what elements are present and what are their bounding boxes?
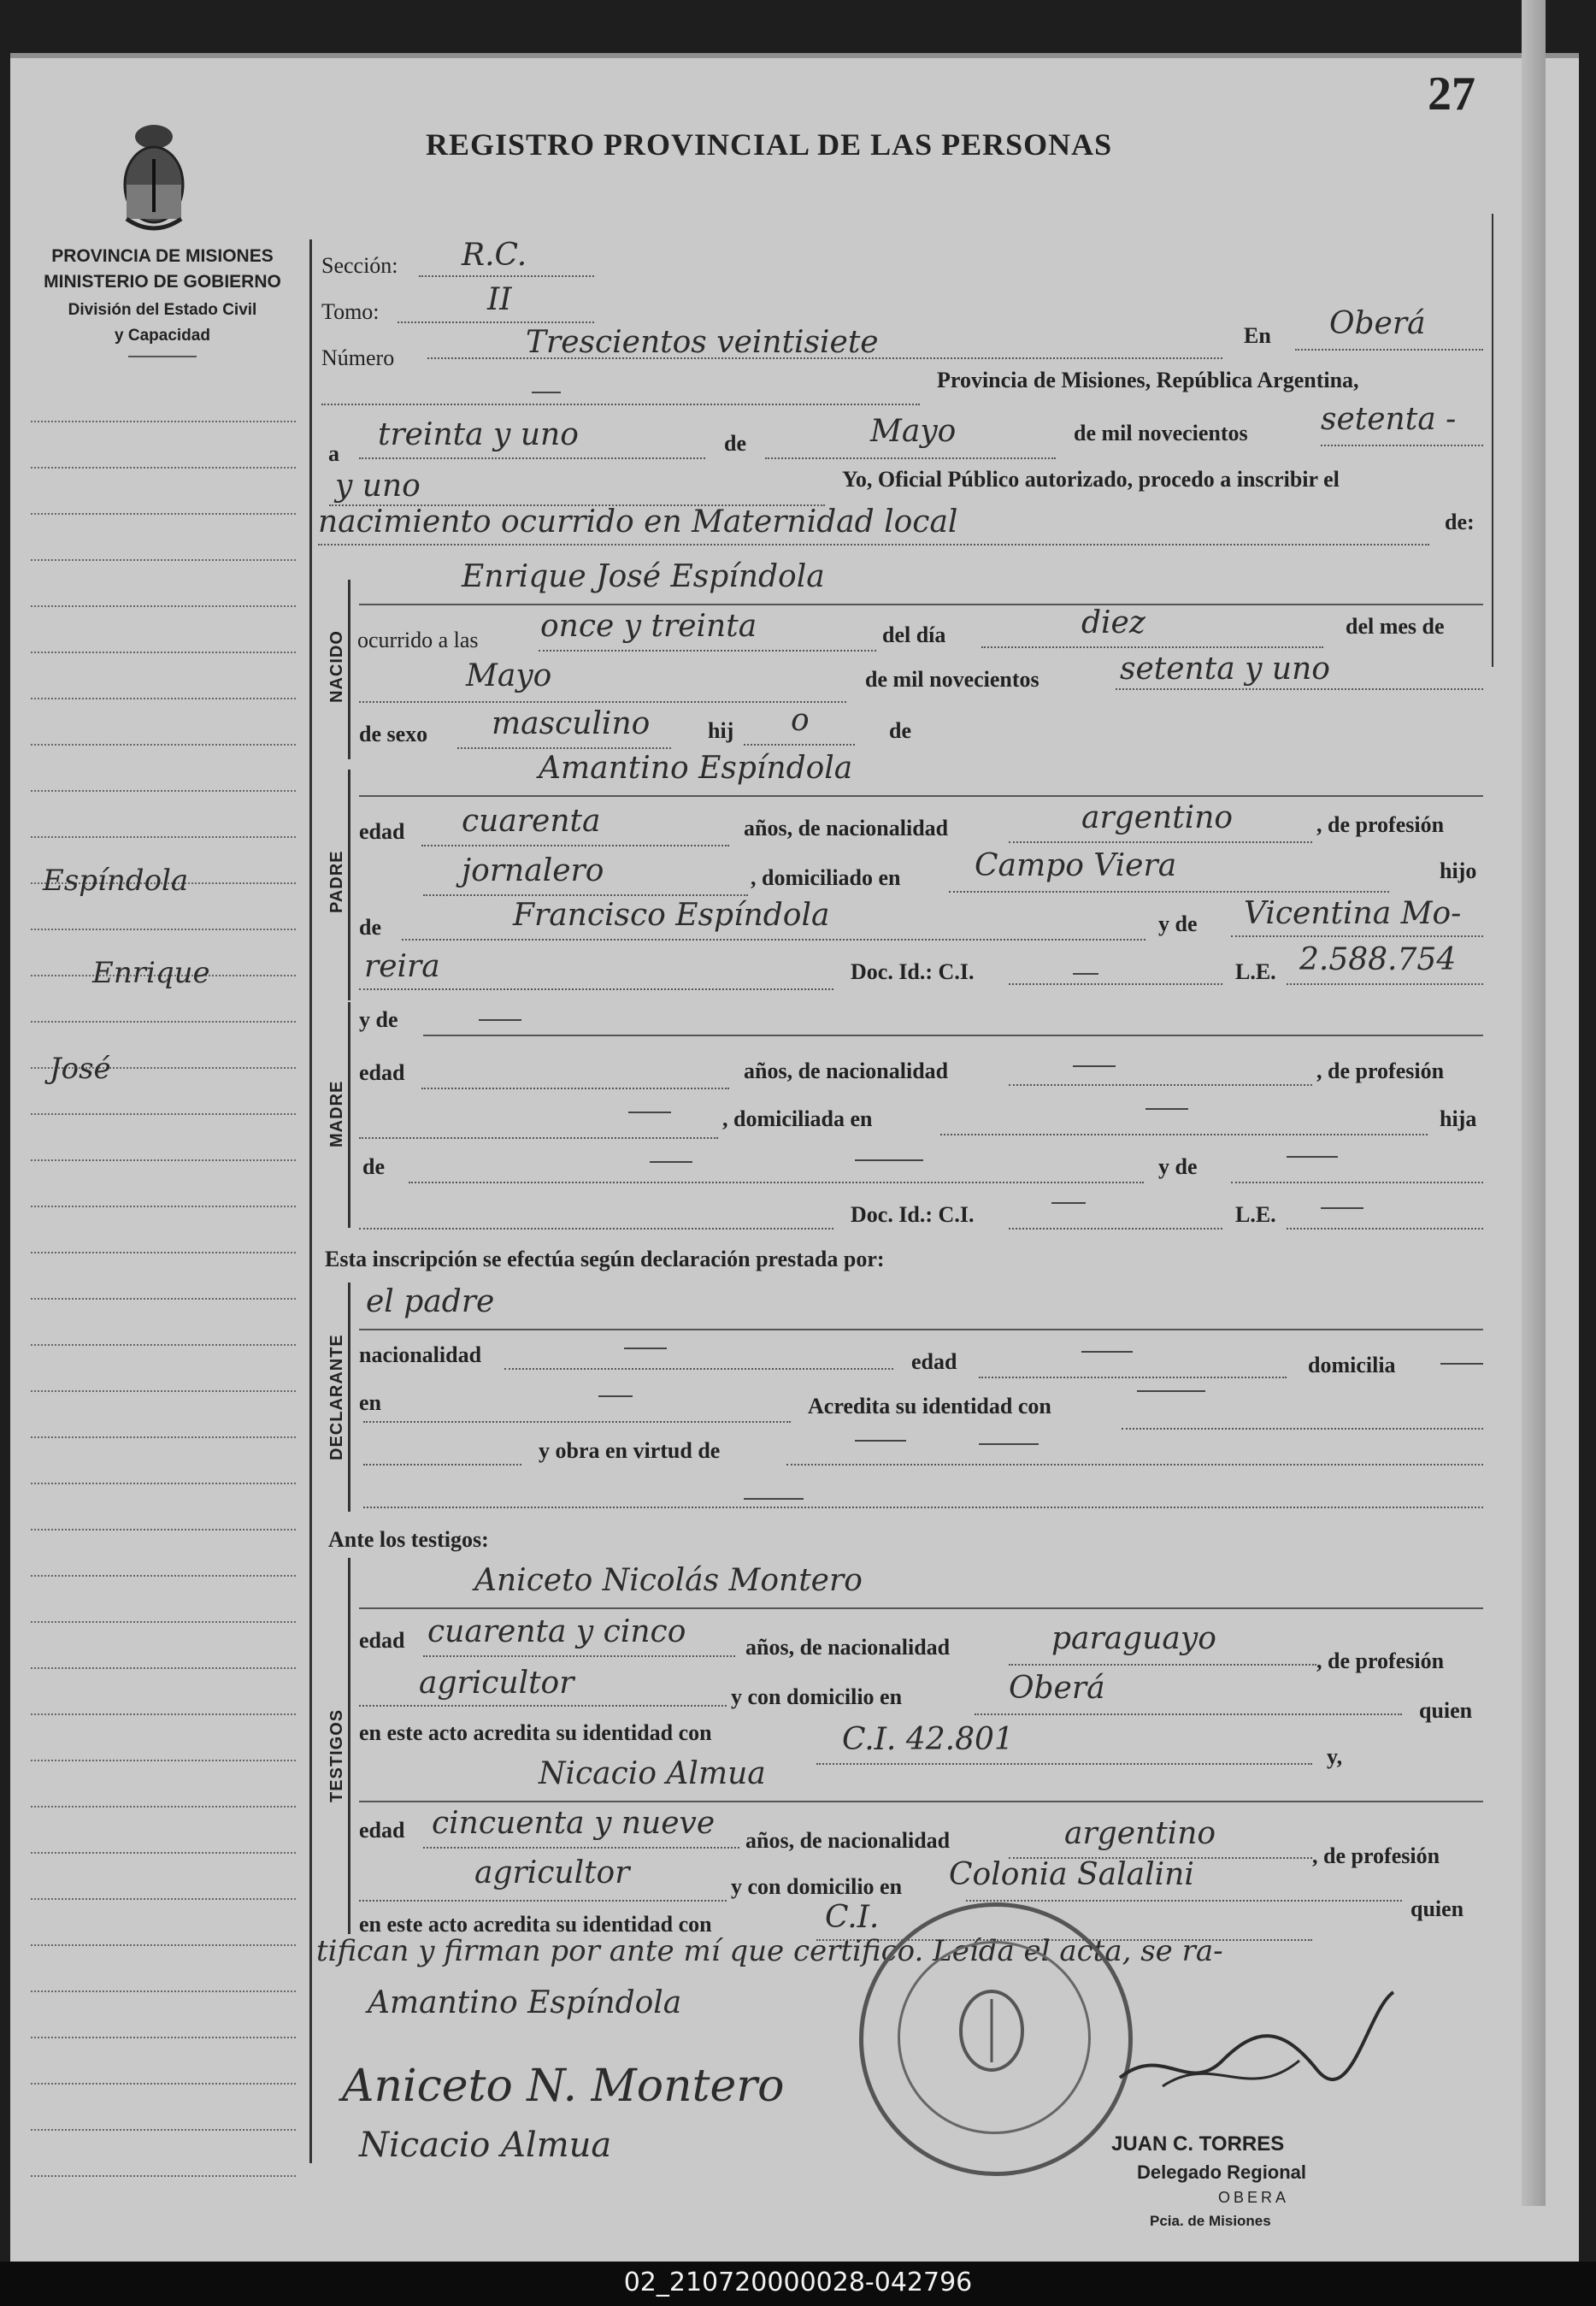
margin-line	[31, 652, 296, 653]
form-title: REGISTRO PROVINCIAL DE LAS PERSONAS	[426, 127, 1113, 162]
t2-edad-line	[423, 1847, 739, 1849]
official-name: JUAN C. TORRES	[1111, 2132, 1285, 2156]
margin-line	[31, 513, 296, 515]
a-label: a	[328, 441, 339, 466]
signature-witness-1: Aniceto N. Montero	[342, 2061, 785, 2112]
abuela-value-2: reira	[364, 949, 440, 984]
abuelo-de-label: de	[359, 915, 381, 940]
margin-line	[31, 1944, 296, 1946]
footer-document-id: 02_210720000028-042796	[623, 2268, 973, 2297]
signature-witness-2: Nicacio Almua	[359, 2126, 612, 2165]
madre-ci-dash	[1051, 1202, 1086, 1204]
declarante-obra-line-left	[363, 1464, 521, 1466]
padre-nac-label: años, de nacionalidad	[744, 816, 949, 840]
margin-line	[31, 1344, 296, 1346]
declarante-nac-line	[504, 1368, 893, 1370]
margin-line	[31, 2129, 296, 2131]
t2-edad-label: edad	[359, 1818, 405, 1843]
padre-bracket	[348, 770, 350, 1000]
page-edge-shadow	[1522, 0, 1546, 2206]
main-left-border	[309, 239, 312, 2163]
t1-acto-label: en este acto acredita su identidad con	[359, 1720, 712, 1745]
declarante-bottom-dash	[744, 1498, 804, 1500]
declarante-obra-line	[786, 1464, 1483, 1466]
page-number: 27	[1428, 68, 1475, 121]
declarante-edad-dash	[1081, 1351, 1133, 1353]
testigo2-rule	[359, 1801, 1483, 1802]
madre-prof-line	[359, 1137, 718, 1139]
lugar-value: Oberá	[1329, 306, 1426, 341]
margin-line	[31, 467, 296, 469]
t2-dom-value: Colonia Salalini	[949, 1857, 1194, 1892]
margin-line	[31, 698, 296, 699]
en-label: En	[1244, 323, 1271, 348]
mes-nac-value: Mayo	[466, 658, 552, 693]
t1-edad-label: edad	[359, 1628, 405, 1653]
nacido-top-rule	[359, 604, 1483, 605]
seccion-value: R.C.	[462, 238, 527, 273]
madre-y-de-label: y de	[359, 1007, 398, 1032]
side-label-padre: PADRE	[327, 850, 346, 913]
testigos-intro: Ante los testigos:	[328, 1527, 489, 1552]
margin-line	[31, 1252, 296, 1253]
declarante-nac-label: nacionalidad	[359, 1342, 482, 1367]
madre-hija-label: hija	[1440, 1106, 1477, 1131]
t1-prof-label: , de profesión	[1316, 1648, 1445, 1673]
madre-le-line	[1287, 1228, 1483, 1230]
provincia-line	[321, 404, 920, 405]
margin-line	[31, 836, 296, 838]
padre-prof-line	[423, 894, 748, 896]
madre-ci-line	[1009, 1228, 1222, 1230]
anio-line	[1321, 445, 1483, 446]
margin-line	[31, 1575, 296, 1577]
testigos-bracket	[348, 1558, 350, 1934]
official-province: Pcia. de Misiones	[1150, 2213, 1271, 2229]
padre-le-value: 2.588.754	[1299, 942, 1457, 977]
t1-quien-label: quien	[1419, 1698, 1473, 1723]
declarante-domicilia-dash	[1440, 1363, 1483, 1365]
sexo-value: masculino	[492, 706, 651, 741]
margin-line	[31, 1390, 296, 1392]
padre-dom-label: , domiciliado en	[751, 865, 901, 890]
declarante-top-rule	[359, 1329, 1483, 1330]
inscripcion-line	[318, 544, 1429, 546]
oficial-text: Yo, Oficial Público autorizado, procedo a inscribir el	[842, 467, 1340, 492]
de-mil-nac-label: de mil novecientos	[865, 667, 1039, 692]
declarante-nac-dash	[624, 1348, 667, 1349]
madre-edad-line	[421, 1088, 729, 1089]
t2-prof-value: agricultor	[474, 1855, 630, 1890]
t1-dom-line	[975, 1713, 1402, 1715]
dia-nac-value: diez	[1081, 605, 1145, 640]
t2-dom-label: y con domicilio en	[731, 1874, 903, 1899]
declarante-acredita-line	[1122, 1428, 1483, 1430]
padre-doc-label: Doc. Id.: C.I.	[851, 959, 975, 984]
padre-ci-dash	[1073, 973, 1098, 975]
padre-le-label: L.E.	[1235, 959, 1276, 984]
margin-line	[31, 1667, 296, 1669]
madre-abuelo-dash	[650, 1161, 692, 1163]
padre-prof-value: jornalero	[462, 853, 604, 888]
madre-bracket	[348, 1002, 350, 1228]
del-mes-label: del mes de	[1346, 614, 1445, 639]
margin-line	[31, 790, 296, 792]
declarante-obra-label: y obra en virtud de	[539, 1438, 721, 1463]
margin-line	[31, 2083, 296, 2085]
t2-dom-line	[966, 1900, 1402, 1902]
side-label-declarante: DECLARANTE	[327, 1334, 346, 1460]
de-colon-label: de:	[1445, 510, 1475, 534]
t1-y-label: y,	[1327, 1744, 1343, 1769]
de-mil-label: de mil novecientos	[1074, 421, 1248, 445]
declarante-obra-dash-2	[979, 1443, 1039, 1445]
declaracion-text: Esta inscripción se efectúa según declaración prestada por:	[325, 1247, 885, 1271]
madre-abuela-y-de-label: y de	[1158, 1154, 1198, 1179]
official-signature-scribble	[1111, 1975, 1410, 2112]
lugar-line	[1295, 349, 1483, 351]
margin-line	[31, 1529, 296, 1530]
madre-dash	[479, 1019, 521, 1021]
testigo1-rule	[359, 1607, 1483, 1609]
header-division: División del Estado Civil	[68, 301, 257, 319]
padre-edad-value: cuarenta	[462, 804, 601, 839]
provincia-text: Provincia de Misiones, República Argentina,	[937, 368, 1359, 392]
madre-top-rule	[423, 1035, 1483, 1036]
padre-top-rule	[359, 795, 1483, 797]
t2-edad-value: cincuenta y nueve	[432, 1806, 716, 1841]
margin-line	[31, 1436, 296, 1438]
t1-edad-line	[423, 1655, 735, 1657]
side-label-testigos: TESTIGOS	[327, 1708, 346, 1802]
numero-label: Número	[321, 345, 395, 370]
declarante-obra-dash	[855, 1440, 906, 1442]
testigo1-nombre: Aniceto Nicolás Montero	[474, 1563, 863, 1598]
sexo-line	[457, 747, 671, 749]
margin-line	[31, 1113, 296, 1115]
margin-line	[31, 1298, 296, 1300]
side-label-madre: MADRE	[327, 1080, 346, 1147]
t2-quien-label: quien	[1410, 1896, 1464, 1921]
hij-de-label: de	[889, 718, 911, 743]
anio-nac-value: setenta y uno	[1120, 652, 1330, 687]
declarante-edad-label: edad	[911, 1349, 957, 1374]
abuela-line	[1231, 935, 1483, 937]
official-title: Delegado Regional	[1137, 2162, 1307, 2183]
margin-line	[31, 1483, 296, 1484]
declarante-bottom-line	[363, 1507, 1483, 1508]
margin-line	[31, 1206, 296, 1207]
abuelo-line	[402, 939, 1145, 941]
t1-prof-value: agricultor	[419, 1666, 574, 1701]
tomo-value: II	[487, 282, 512, 317]
t2-prof-line	[359, 1900, 727, 1902]
t1-nac-value: paraguayo	[1051, 1621, 1216, 1656]
madre-doc-line	[359, 1228, 833, 1230]
padre-nac-line	[1009, 841, 1312, 843]
madre-le-dash	[1321, 1207, 1363, 1209]
anio-nac-line	[1116, 688, 1483, 690]
t1-dom-value: Oberá	[1009, 1671, 1105, 1706]
t1-edad-value: cuarenta y cinco	[427, 1614, 686, 1649]
hora-line	[539, 650, 876, 652]
margin-line	[31, 744, 296, 746]
margin-line	[31, 1852, 296, 1854]
abuela-line-2	[359, 988, 833, 990]
declarante-acredita-dash	[1137, 1390, 1205, 1392]
t2-acto-label: en este acto acredita su identidad con	[359, 1912, 712, 1937]
padre-edad-line	[421, 845, 729, 846]
declarante-domicilia-label: domicilia	[1308, 1353, 1396, 1377]
abuela-y-de-label: y de	[1158, 911, 1198, 936]
margin-line	[31, 2175, 296, 2177]
margin-name-2: José	[50, 1052, 111, 1086]
anio-value-1: setenta -	[1321, 402, 1457, 437]
t2-nac-label: años, de nacionalidad	[745, 1828, 951, 1853]
tomo-line	[398, 321, 594, 323]
mes-value: Mayo	[870, 414, 957, 449]
madre-nac-line	[1009, 1084, 1312, 1086]
t1-dom-label: y con domicilio en	[731, 1684, 903, 1709]
declarante-bracket	[348, 1283, 350, 1512]
t1-nac-label: años, de nacionalidad	[745, 1635, 951, 1660]
side-label-nacido: NACIDO	[327, 630, 346, 703]
t2-prof-label: , de profesión	[1312, 1843, 1440, 1868]
seccion-label: Sección:	[321, 253, 398, 278]
abuelo-value: Francisco Espíndola	[513, 898, 830, 933]
inscripcion-value: nacimiento ocurrido en Maternidad local	[318, 504, 958, 540]
madre-abuela-line	[1231, 1182, 1483, 1183]
margin-line	[31, 1806, 296, 1808]
margin-line	[31, 421, 296, 422]
padre-edad-label: edad	[359, 819, 405, 844]
madre-le-label: L.E.	[1235, 1202, 1276, 1227]
ocurrido-label: ocurrido a las	[357, 628, 479, 652]
sexo-label: de sexo	[359, 722, 428, 746]
header-province: PROVINCIA DE MISIONES	[51, 246, 274, 266]
dia-nac-line	[981, 646, 1323, 648]
margin-line	[31, 2037, 296, 2038]
declarante-en-label: en	[359, 1390, 381, 1415]
del-dia-label: del día	[882, 622, 946, 647]
tomo-label: Tomo:	[321, 299, 380, 324]
t1-nac-line	[1009, 1664, 1316, 1666]
seal-emblem	[949, 1984, 1034, 2078]
header-capacity: y Capacidad	[115, 327, 210, 345]
hij-line	[744, 744, 855, 746]
mes-line	[765, 457, 1056, 459]
madre-prof-dash	[628, 1112, 671, 1113]
margin-line	[31, 559, 296, 561]
margin-line	[31, 1990, 296, 1992]
margin-line	[31, 1898, 296, 1900]
madre-nac-label: años, de nacionalidad	[744, 1059, 949, 1083]
nacido-nombre: Enrique José Espíndola	[462, 559, 825, 594]
nacido-bracket	[348, 580, 350, 759]
padre-dom-line	[949, 891, 1389, 893]
padre-nac-value: argentino	[1081, 800, 1234, 835]
official-city: OBERA	[1218, 2189, 1290, 2206]
declarante-acredita-label: Acredita su identidad con	[808, 1394, 1051, 1418]
madre-dom-dash	[1145, 1108, 1188, 1110]
anio-value-2: y uno	[335, 469, 421, 504]
t1-id-line	[816, 1763, 1312, 1765]
madre-abuelo-dash-2	[855, 1159, 923, 1161]
margin-line	[31, 1760, 296, 1761]
madre-prof-label: , de profesión	[1316, 1059, 1445, 1083]
t2-id-value: C.I.	[825, 1900, 880, 1935]
hij-value: o	[791, 703, 810, 738]
dia-line	[359, 457, 705, 459]
madre-edad-label: edad	[359, 1060, 405, 1085]
numero-value: Trescientos veintisiete	[526, 325, 879, 360]
madre-abuelo-line	[409, 1182, 1144, 1183]
t1-id-value: C.I. 42.801	[842, 1722, 1014, 1757]
padre-ci-line	[1009, 983, 1222, 985]
padre-prof-label: , de profesión	[1316, 812, 1445, 837]
madre-doc-label: Doc. Id.: C.I.	[851, 1202, 975, 1227]
padre-le-line	[1287, 983, 1483, 985]
header-ministry: MINISTERIO DE GOBIERNO	[44, 272, 281, 292]
madre-nac-dash	[1073, 1065, 1116, 1067]
declarante-edad-line	[979, 1377, 1287, 1378]
declarante-value: el padre	[366, 1284, 495, 1319]
declarante-en-line	[363, 1421, 791, 1423]
signature-father: Amantino Espíndola	[368, 1985, 682, 2020]
margin-line	[31, 1621, 296, 1623]
padre-hijo-label: hijo	[1440, 858, 1477, 883]
main-right-border	[1492, 214, 1493, 667]
t2-nac-value: argentino	[1064, 1816, 1216, 1851]
margin-surname: Espíndola	[43, 864, 189, 898]
madre-abuela-dash	[1287, 1156, 1338, 1158]
testigo2-nombre: Nicacio Almua	[539, 1756, 766, 1791]
hij-label: hij	[708, 718, 734, 743]
madre-abuelo-de-label: de	[362, 1154, 385, 1179]
margin-line	[31, 605, 296, 607]
padre-dom-value: Campo Viera	[975, 848, 1177, 883]
de-label: de	[724, 431, 746, 456]
blank-dash	[532, 392, 561, 393]
seccion-line	[419, 275, 594, 277]
declarante-en-dash	[598, 1395, 633, 1397]
t1-prof-line	[359, 1705, 727, 1707]
header-underline	[128, 356, 197, 357]
padre-nombre: Amantino Espíndola	[539, 751, 853, 786]
mes-nac-line	[359, 701, 846, 703]
margin-line	[31, 1713, 296, 1715]
abuela-value-1: Vicentina Mo-	[1244, 896, 1462, 931]
madre-dom-line	[940, 1134, 1428, 1135]
coat-of-arms-emblem	[111, 118, 197, 238]
dia-value: treinta y uno	[378, 417, 579, 452]
margin-name-1: Enrique	[92, 956, 210, 990]
margin-line	[31, 929, 296, 930]
margin-line	[31, 1159, 296, 1161]
hora-value: once y treinta	[540, 609, 757, 644]
closing-text: tifican y firman por ante mí que certifico. Leída el acta, se ra-	[316, 1934, 1223, 1968]
madre-dom-label: , domiciliada en	[722, 1106, 873, 1131]
margin-line	[31, 1021, 296, 1023]
